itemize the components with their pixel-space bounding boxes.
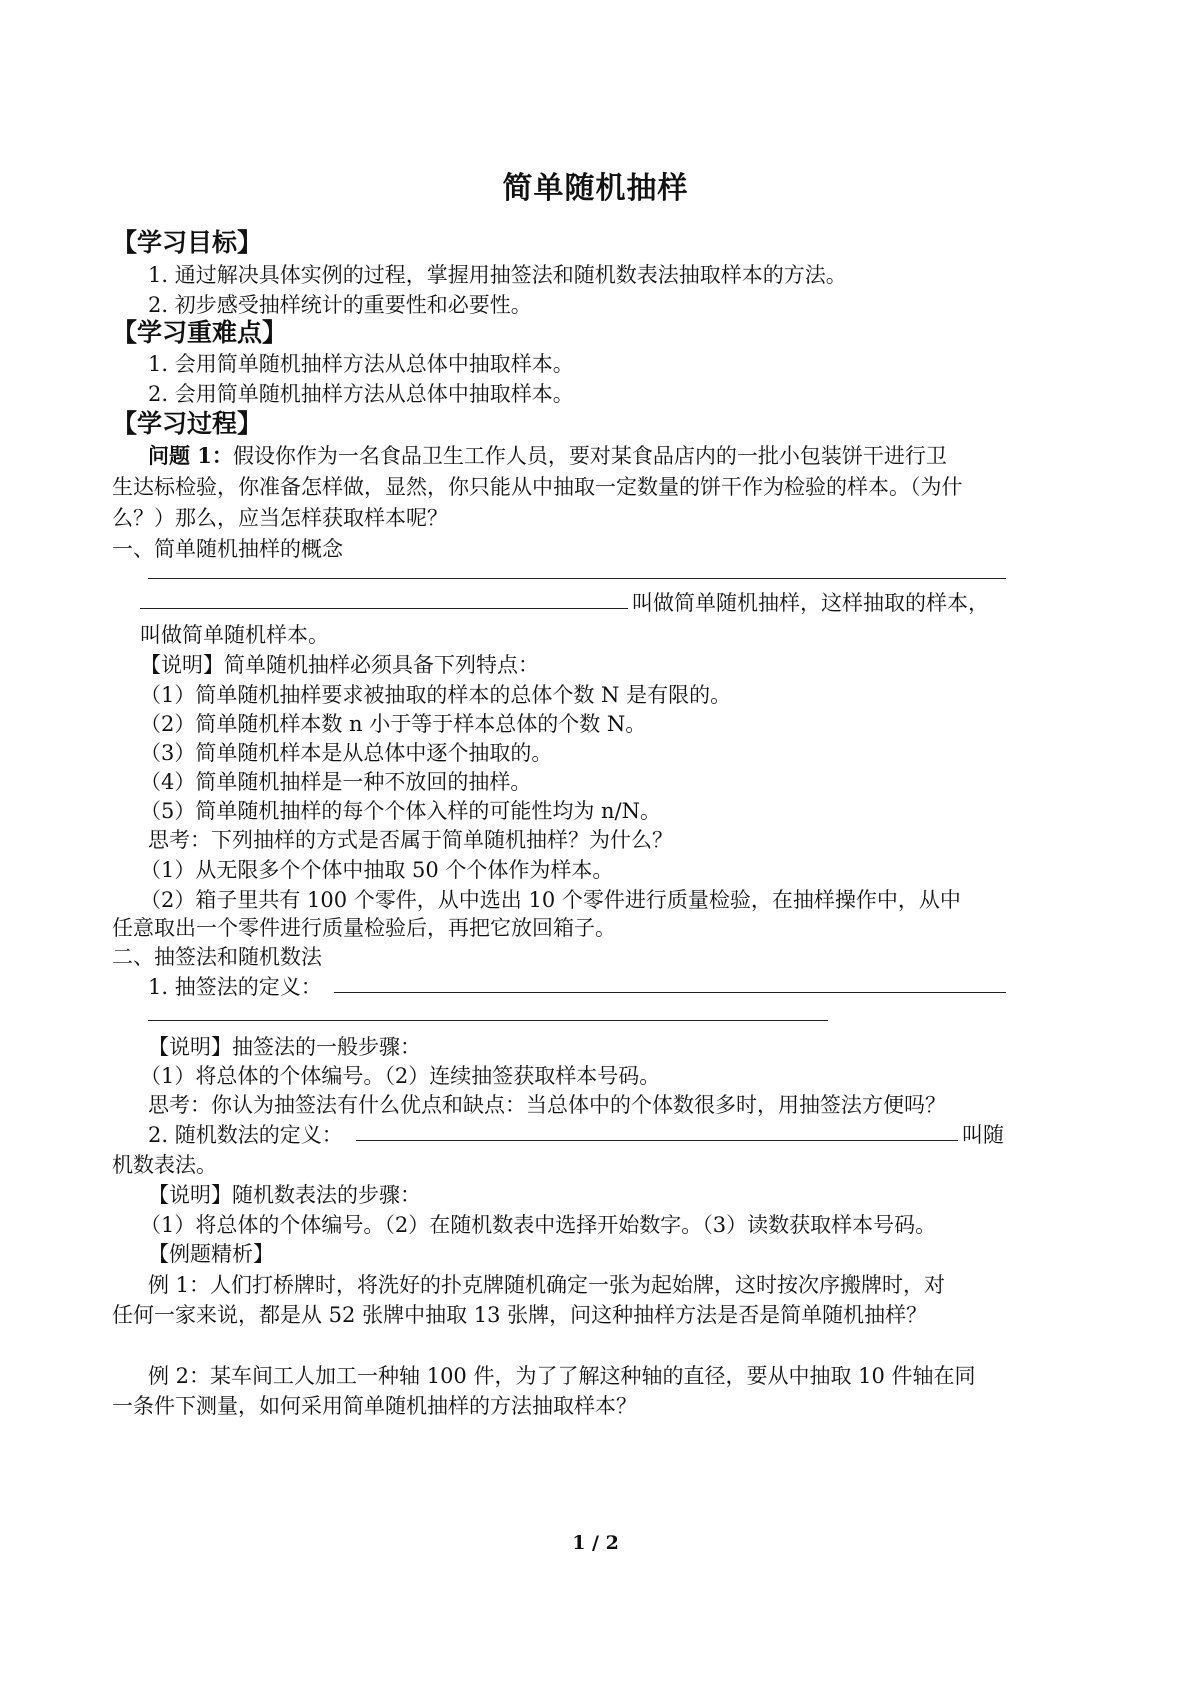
part-1-heading: 一、简单随机抽样的概念	[112, 537, 343, 561]
example-1-line-1: 例 1：人们打桥牌时，将洗好的扑克牌随机确定一张为起始牌，这时按次序搬牌时，对	[148, 1273, 946, 1297]
example-2-line-2: 一条件下测量，如何采用简单随机抽样的方法抽取样本？	[112, 1394, 637, 1418]
concept-definition-suffix: 叫做简单随机抽样，这样抽取的样本，	[632, 591, 989, 615]
page-number: 1 / 2	[572, 1532, 619, 1554]
problem-1-text: 假设你作为一名食品卫生工作人员，要对某食品店内的一批小包装饼干进行卫	[232, 444, 947, 468]
problem-1-line-1	[148, 441, 947, 471]
problem-1-line-3: 么？）那么，应当怎样获取样本呢？	[112, 506, 448, 530]
section-heading-key-points: 【学习重难点】	[112, 318, 288, 347]
random-definition-end: 机数表法。	[112, 1153, 217, 1177]
examples-heading: 【例题精析】	[148, 1242, 274, 1266]
note-features-title: 【说明】简单随机抽样必须具备下列特点：	[140, 653, 539, 677]
feature-item-2: （2）简单随机样本数 n 小于等于样本总体的个数 N。	[140, 712, 647, 736]
problem-1-line-2: 生达标检验，你准备怎样做，显然，你只能从中抽取一定数量的饼干作为检验的样本。（为什	[112, 475, 963, 499]
think-question-title: 思考：下列抽样的方式是否属于简单随机抽样？为什么？	[148, 828, 673, 852]
lottery-definition-blank-1[interactable]	[334, 992, 1006, 993]
feature-item-4: （4）简单随机抽样是一种不放回的抽样。	[140, 770, 532, 794]
lottery-think: 思考：你认为抽签法有什么优点和缺点：当总体中的个体数很多时，用抽签法方便吗？	[148, 1093, 946, 1117]
part-2-heading: 二、抽签法和随机数法	[112, 945, 322, 969]
random-definition-blank[interactable]	[356, 1140, 958, 1141]
random-steps: （1）将总体的个体编号。（2）在随机数表中选择开始数字。（3）读数获取样本号码。	[140, 1213, 937, 1237]
objective-item-2: 2. 初步感受抽样统计的重要性和必要性。	[148, 293, 532, 317]
think-item-2: （2）箱子里共有 100 个零件，从中选出 10 个零件进行质量检验，在抽样操作中，从中	[140, 888, 961, 912]
random-definition-suffix: 叫随	[962, 1123, 1004, 1147]
lottery-definition-label: 1. 抽签法的定义：	[148, 975, 322, 999]
key-point-item-1: 1. 会用简单随机抽样方法从总体中抽取样本。	[148, 352, 574, 376]
random-note-title: 【说明】随机数表法的步骤：	[148, 1183, 421, 1207]
lottery-note-title: 【说明】抽签法的一般步骤：	[148, 1035, 421, 1059]
lottery-definition-blank-2[interactable]	[148, 1020, 828, 1021]
key-point-item-2: 2. 会用简单随机抽样方法从总体中抽取样本。	[148, 382, 574, 406]
think-item-2-continued: 任意取出一个零件进行质量检验后，再把它放回箱子。	[112, 916, 616, 940]
feature-item-5: （5）简单随机抽样的每个个体入样的可能性均为 n/N。	[140, 799, 662, 823]
objective-item-1: 1. 通过解决具体实例的过程，掌握用抽签法和随机数表法抽取样本的方法。	[148, 263, 847, 287]
fill-blank-line-2[interactable]	[140, 608, 628, 609]
feature-item-3: （3）简单随机样本是从总体中逐个抽取的。	[140, 741, 553, 765]
problem-1-label: 问题 1：	[148, 443, 233, 468]
concept-definition-end: 叫做简单随机样本。	[140, 623, 329, 647]
think-item-1: （1）从无限多个个体中抽取 50 个个体作为样本。	[140, 858, 614, 882]
section-heading-objectives: 【学习目标】	[112, 228, 263, 257]
feature-item-1: （1）简单随机抽样要求被抽取的样本的总体个数 N 是有限的。	[140, 683, 732, 707]
page-title: 简单随机抽样	[502, 171, 689, 206]
section-heading-process: 【学习过程】	[112, 409, 263, 438]
example-2-line-1: 例 2：某车间工人加工一种轴 100 件，为了了解这种轴的直径，要从中抽取 10 件轴在同	[148, 1364, 976, 1388]
lottery-steps: （1）将总体的个体编号。（2）连续抽签获取样本号码。	[140, 1064, 661, 1088]
fill-blank-line-1[interactable]	[148, 578, 1006, 579]
example-1-line-2: 任何一家来说，都是从 52 张牌中抽取 13 张牌，问这种抽样方法是否是简单随机抽样？	[112, 1303, 928, 1327]
random-definition-label: 2. 随机数法的定义：	[148, 1123, 343, 1147]
